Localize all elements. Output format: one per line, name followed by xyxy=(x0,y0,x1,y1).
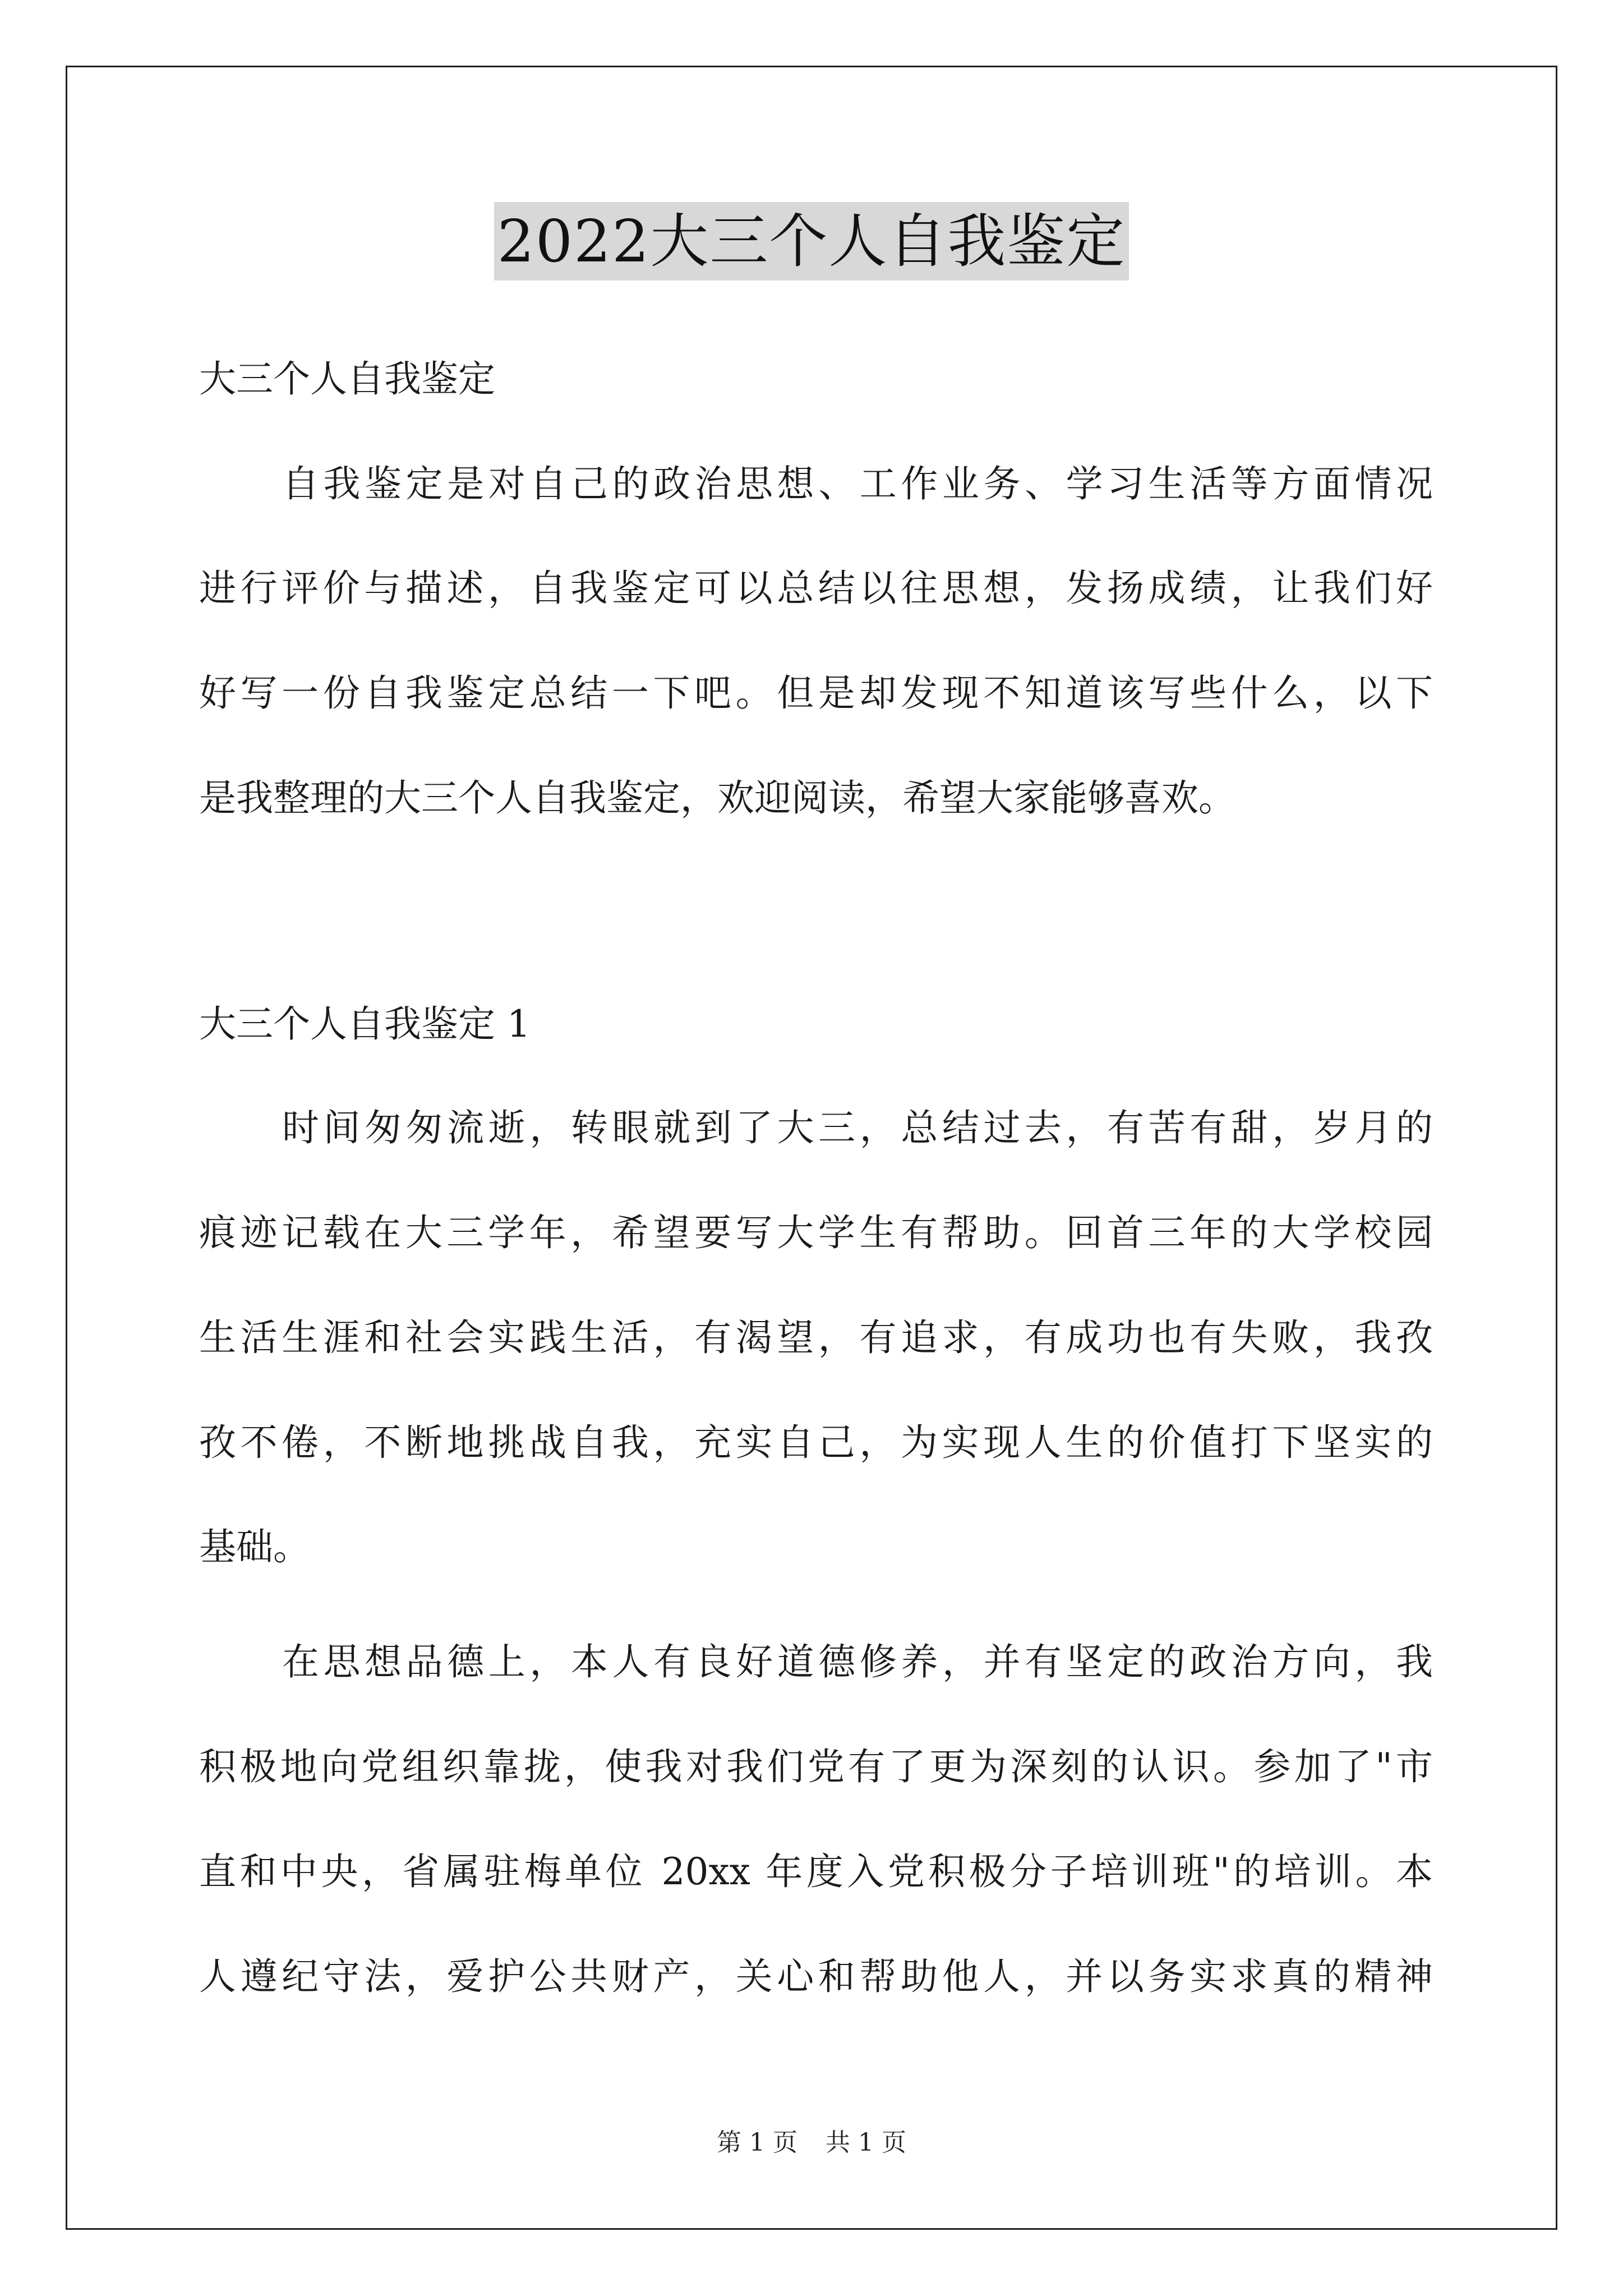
page-footer xyxy=(0,2126,1623,2160)
para1-line: 痕迹记载在大三学年，希望要写大学生有帮助。回首三年的大学校园 xyxy=(199,1211,1433,1254)
document-subtitle: 大三个人自我鉴定 xyxy=(199,357,495,401)
para1-line: 基础。 xyxy=(199,1525,310,1568)
title-container xyxy=(0,202,1623,280)
para1-line: 孜不倦，不断地挑战自我，充实自己，为实现人生的价值打下坚实的 xyxy=(199,1421,1433,1464)
section-heading: 大三个人自我鉴定 1 xyxy=(199,1002,531,1046)
page-total: 共 1 页 xyxy=(826,2128,906,2157)
intro-line: 进行评价与描述，自我鉴定可以总结以往思想，发扬成绩，让我们好 xyxy=(199,567,1433,610)
para2-line: 在思想品德上，本人有良好道德修养，并有坚定的政治方向，我 xyxy=(282,1640,1433,1683)
para1-line: 生活生涯和社会实践生活，有渴望，有追求，有成功也有失败，我孜 xyxy=(199,1316,1433,1359)
para2-line: 人遵纪守法，爱护公共财产，关心和帮助他人，并以务实求真的精神 xyxy=(199,1955,1433,1998)
intro-line: 是我整理的大三个人自我鉴定，欢迎阅读，希望大家能够喜欢。 xyxy=(199,776,1235,820)
page-number: 第 1 页 xyxy=(717,2128,797,2157)
intro-line: 自我鉴定是对自己的政治思想、工作业务、学习生活等方面情况 xyxy=(282,462,1433,505)
para2-line: 直和中央，省属驻梅单位 20xx 年度入党积极分子培训班"的培训。本 xyxy=(199,1850,1433,1893)
para1-line: 时间匆匆流逝，转眼就到了大三，总结过去，有苦有甜，岁月的 xyxy=(282,1106,1433,1149)
document-title: 2022大三个人自我鉴定 xyxy=(494,202,1129,280)
para2-line: 积极地向党组织靠拢，使我对我们党有了更为深刻的认识。参加了"市 xyxy=(199,1745,1433,1788)
intro-line: 好写一份自我鉴定总结一下吧。但是却发现不知道该写些什么，以下 xyxy=(199,671,1433,715)
